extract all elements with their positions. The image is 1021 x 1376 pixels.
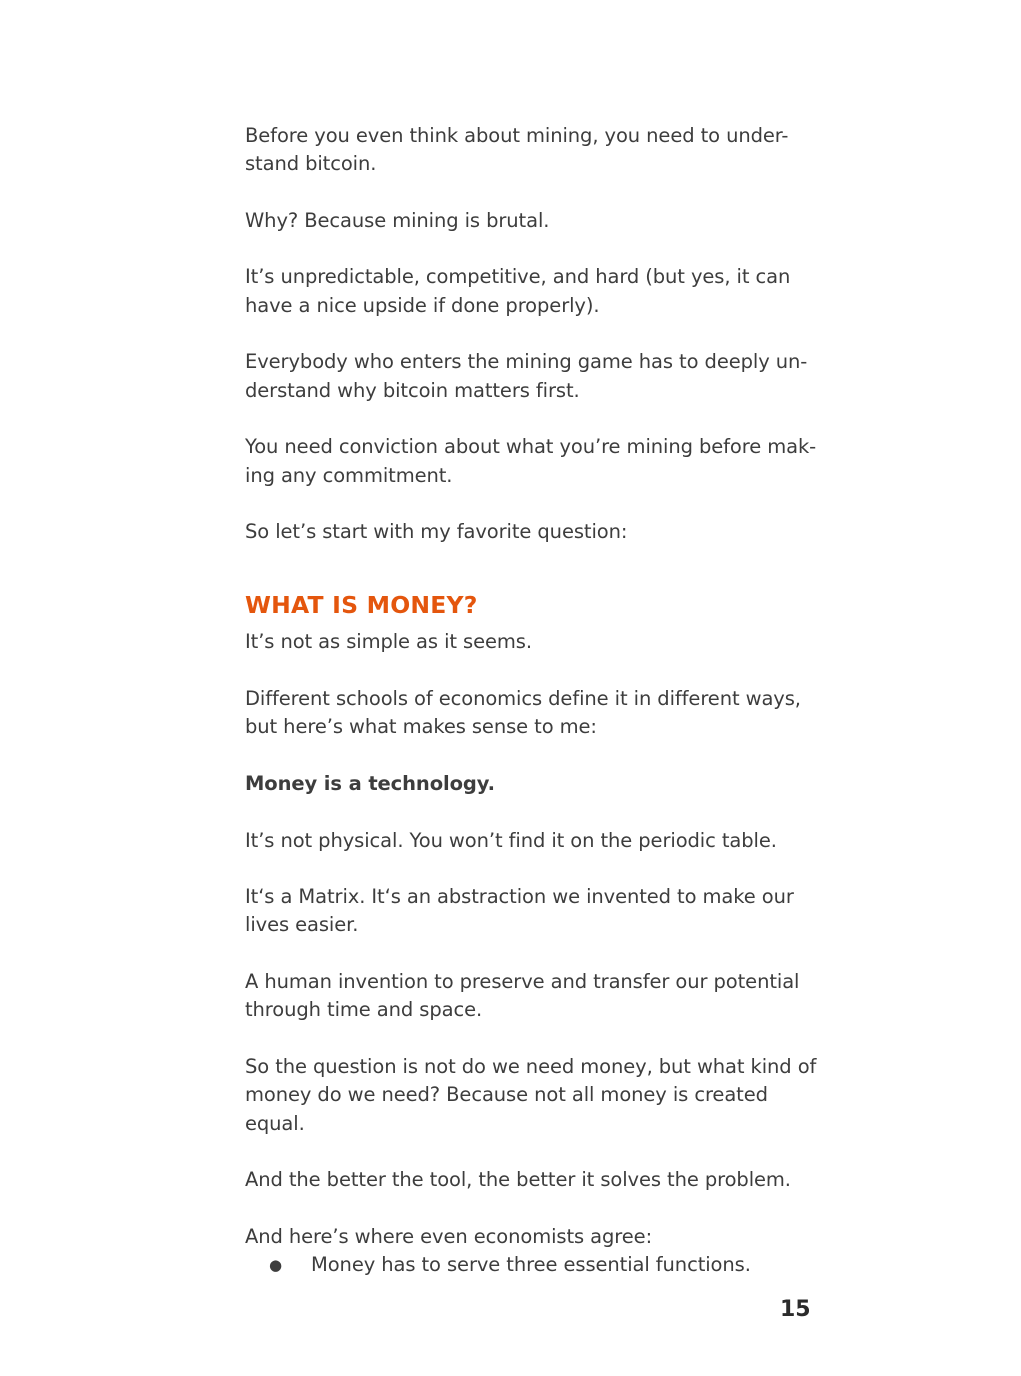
paragraph: So the question is not do we need money, but what kind of money do we need? Because not all money is created equal. [245,1054,817,1135]
list-item-text: Money has to serve three essential functions. [311,1252,751,1276]
bullet-icon: ● [269,1255,282,1274]
paragraph: Why? Because mining is brutal. [245,208,550,232]
section-heading: WHAT IS MONEY? [245,591,478,620]
paragraph: Before you even think about mining, you need to under- stand bitcoin. [245,124,789,176]
paragraph: You need conviction about what you’re mining before mak- ing any commitment. [245,435,817,487]
paragraph: And here’s where even economists agree: [245,1224,653,1248]
paragraph: It’s unpredictable, competitive, and hard (but yes, it can have a nice upside if done properly). [245,265,791,317]
paragraph: A human invention to preserve and transfer our potential through time and space. [245,970,800,1022]
list-item [245,1251,820,1279]
key-statement: Money is a technology. [245,771,495,795]
paragraph: And the better the tool, the better it solves the problem. [245,1168,791,1192]
page-content [245,122,820,1279]
paragraph: So let’s start with my favorite question: [245,520,628,544]
paragraph: It’s not as simple as it seems. [245,630,532,654]
paragraph: Everybody who enters the mining game has to deeply un- derstand why bitcoin matters first. [245,350,808,402]
paragraph: Different schools of economics define it in different ways, but here’s what makes sense to me: [245,687,801,739]
paragraph: It‘s a Matrix. It‘s an abstraction we invented to make our lives easier. [245,885,794,937]
bullet-list [245,1251,820,1279]
page-number: 15 [780,1297,811,1322]
paragraph: It’s not physical. You won’t find it on the periodic table. [245,828,777,852]
